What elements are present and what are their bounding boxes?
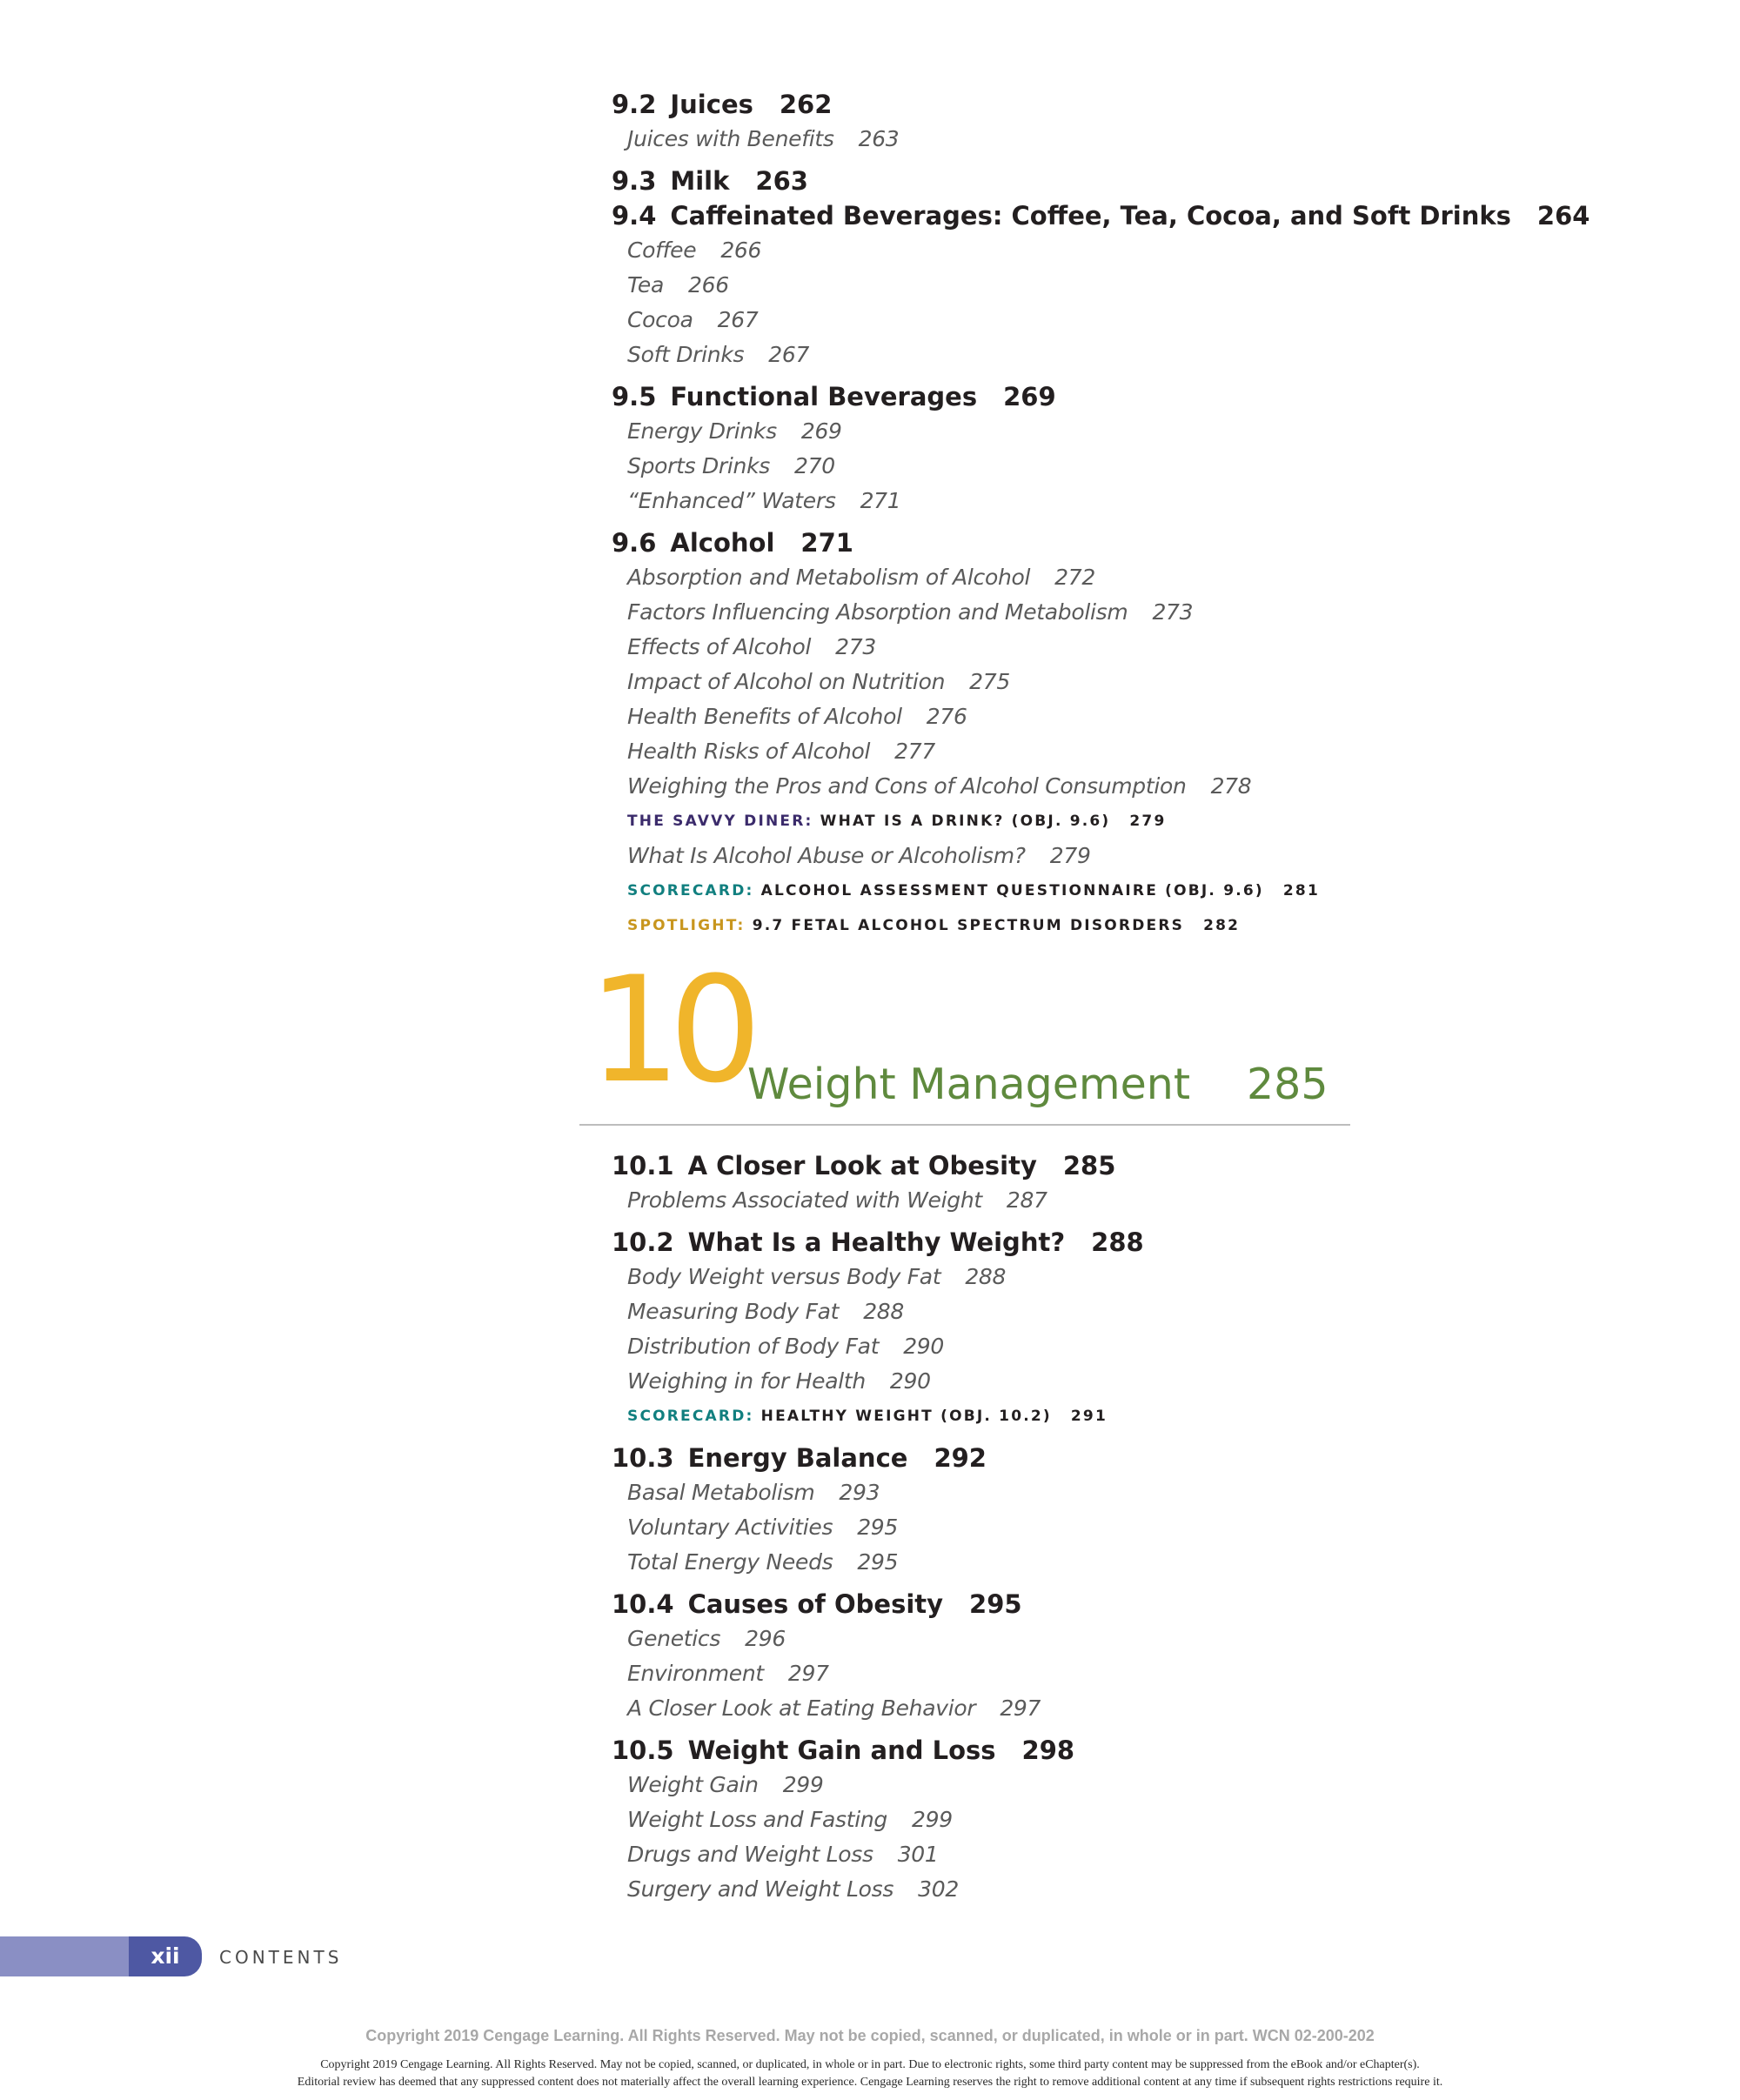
subsection-page-number: 287 — [1006, 1187, 1047, 1213]
toc-list-chapter-10 — [612, 1148, 1482, 1907]
toc-section-entry[interactable] — [612, 198, 1590, 233]
subsection-title: Genetics — [627, 1626, 721, 1651]
subsection-title: Coffee — [627, 237, 697, 263]
toc-subsection-entry[interactable] — [612, 595, 1482, 630]
toc-section-entry[interactable] — [612, 87, 1482, 122]
subsection-page-number: 266 — [720, 237, 762, 263]
chapter-divider — [579, 1124, 1350, 1126]
section-page-number: 285 — [1062, 1151, 1116, 1180]
toc-subsection-entry[interactable] — [612, 699, 1482, 734]
section-page-number: 288 — [1091, 1227, 1144, 1257]
subsection-page-number: 277 — [894, 739, 935, 764]
section-title: What Is a Healthy Weight? — [687, 1227, 1066, 1257]
subsection-page-number: 295 — [857, 1549, 899, 1575]
feature-title: WHAT IS A DRINK? (OBJ. 9.6) — [820, 813, 1111, 830]
toc-feature-entry-spot[interactable] — [612, 908, 1482, 943]
subsection-page-number: 301 — [897, 1842, 939, 1867]
section-title: Caffeinated Beverages: Coffee, Tea, Cocoa, and Soft Drinks — [670, 201, 1511, 231]
subsection-page-number: 270 — [794, 453, 835, 478]
subsection-page-number: 296 — [745, 1626, 786, 1651]
subsection-page-number: 273 — [835, 634, 876, 659]
subsection-title: Weighing the Pros and Cons of Alcohol Consumption — [627, 773, 1187, 799]
copyright-notice-line-2: Editorial review has deemed that any suppressed content does not materially affect the overall learning experience. Cengage Learning reserves the right to remove additional content at any time if subsequent rights restrictions require it. — [297, 2076, 1443, 2089]
feature-page-number: 291 — [1070, 1408, 1108, 1425]
subsection-page-number: 297 — [787, 1661, 829, 1686]
toc-section-entry[interactable] — [612, 164, 1482, 198]
feature-title: ALCOHOL ASSESSMENT QUESTIONNAIRE (OBJ. 9.6) — [760, 882, 1264, 900]
subsection-title: Absorption and Metabolism of Alcohol — [627, 565, 1031, 590]
subsection-title: Health Benefits of Alcohol — [627, 704, 902, 729]
section-title: Causes of Obesity — [687, 1589, 944, 1619]
section-number: 9.2 — [612, 90, 657, 119]
subsection-title: Juices with Benefits — [627, 126, 834, 151]
subsection-title: Tea — [627, 272, 664, 298]
section-number: 10.4 — [612, 1589, 674, 1619]
subsection-title: Effects of Alcohol — [627, 634, 812, 659]
toc-subsection-entry[interactable] — [612, 1622, 1482, 1656]
running-head: CONTENTS — [219, 1947, 343, 1968]
subsection-title: Voluntary Activities — [627, 1515, 833, 1540]
section-title: Energy Balance — [687, 1443, 908, 1473]
section-page-number: 292 — [934, 1443, 987, 1473]
subsection-page-number: 297 — [1000, 1695, 1041, 1721]
toc-section-entry[interactable] — [612, 1441, 1482, 1475]
toc-subsection-entry[interactable] — [612, 1545, 1482, 1580]
toc-subsection-entry[interactable] — [612, 630, 1482, 665]
feature-label: SCORECARD: — [627, 1408, 754, 1425]
footer-tab-stripe — [0, 1936, 146, 1976]
subsection-page-number: 302 — [918, 1876, 959, 1902]
subsection-page-number: 290 — [903, 1334, 945, 1359]
toc-subsection-entry[interactable] — [612, 665, 1482, 699]
subsection-title: Surgery and Weight Loss — [627, 1876, 894, 1902]
toc-subsection-entry[interactable] — [612, 1510, 1482, 1545]
subsection-title: Weight Gain — [627, 1772, 759, 1797]
subsection-page-number: 290 — [889, 1368, 931, 1394]
section-page-number: 262 — [779, 90, 833, 119]
subsection-title: Sports Drinks — [627, 453, 771, 478]
toc-feature-entry-savvy[interactable] — [612, 804, 1482, 839]
section-page-number: 295 — [969, 1589, 1022, 1619]
toc-section-entry[interactable] — [612, 525, 1482, 560]
toc-section-entry[interactable] — [612, 1733, 1482, 1768]
section-number: 9.3 — [612, 166, 657, 196]
feature-page-number: 279 — [1129, 813, 1167, 830]
folio-page-number: xii — [151, 1943, 180, 1969]
chapter-number: 10 — [588, 945, 750, 1115]
subsection-title: Basal Metabolism — [627, 1480, 815, 1505]
toc-section-entry[interactable] — [612, 1225, 1482, 1260]
subsection-title: Impact of Alcohol on Nutrition — [627, 669, 946, 694]
subsection-page-number: 278 — [1210, 773, 1252, 799]
toc-subsection-entry[interactable] — [612, 449, 1482, 484]
feature-page-number: 281 — [1282, 882, 1320, 900]
chapter-title[interactable]: Weight Management — [747, 1060, 1191, 1109]
subsection-page-number: 272 — [1054, 565, 1095, 590]
toc-subsection-entry[interactable] — [612, 1294, 1482, 1329]
section-page-number: 269 — [1003, 382, 1056, 411]
section-page-number: 264 — [1536, 201, 1590, 231]
subsection-title: Drugs and Weight Loss — [627, 1842, 873, 1867]
subsection-page-number: 279 — [1049, 843, 1091, 868]
subsection-title: Environment — [627, 1661, 764, 1686]
section-title: Alcohol — [670, 528, 775, 558]
subsection-title: Measuring Body Fat — [627, 1299, 840, 1324]
section-title: Juices — [670, 90, 753, 119]
subsection-page-number: 288 — [863, 1299, 905, 1324]
section-number: 9.6 — [612, 528, 657, 558]
section-title: Milk — [670, 166, 730, 196]
subsection-page-number: 267 — [717, 307, 759, 332]
subsection-title: What Is Alcohol Abuse or Alcoholism? — [627, 843, 1026, 868]
toc-subsection-entry[interactable] — [612, 839, 1482, 873]
subsection-title: “Enhanced” Waters — [627, 488, 836, 513]
section-number: 10.5 — [612, 1736, 674, 1765]
feature-label: THE SAVVY DINER: — [627, 813, 813, 830]
section-number: 9.5 — [612, 382, 657, 411]
toc-subsection-entry[interactable] — [612, 734, 1482, 769]
section-number: 10.3 — [612, 1443, 674, 1473]
subsection-title: Body Weight versus Body Fat — [627, 1264, 941, 1289]
chapter-page-number: 285 — [1247, 1060, 1328, 1109]
toc-subsection-entry[interactable] — [612, 338, 1482, 372]
subsection-title: Factors Influencing Absorption and Metabolism — [627, 599, 1128, 625]
feature-title: 9.7 FETAL ALCOHOL SPECTRUM DISORDERS — [752, 917, 1185, 934]
toc-subsection-entry[interactable] — [612, 122, 1482, 157]
feature-title: HEALTHY WEIGHT (OBJ. 10.2) — [760, 1408, 1052, 1425]
subsection-page-number: 267 — [768, 342, 810, 367]
toc-subsection-entry[interactable] — [612, 1837, 1482, 1872]
footer-tab — [0, 1936, 202, 1976]
toc-list-chapter-9 — [612, 87, 1590, 943]
chapter-header — [579, 945, 1350, 1127]
toc-subsection-entry[interactable] — [612, 484, 1482, 518]
toc-subsection-entry[interactable] — [612, 414, 1482, 449]
toc-subsection-entry[interactable] — [612, 303, 1482, 338]
subsection-page-number: 276 — [926, 704, 967, 729]
toc-subsection-entry[interactable] — [612, 1802, 1482, 1837]
toc-subsection-entry[interactable] — [612, 1183, 1482, 1218]
subsection-page-number: 295 — [857, 1515, 899, 1540]
copyright-notice-line-1: Copyright 2019 Cengage Learning. All Rights Reserved. May not be copied, scanned, or duplicated, in whole or in part. Due to electronic rights, some third party content may be suppressed from the eBook and/or eChapter(s). — [320, 2058, 1420, 2071]
section-page-number: 263 — [755, 166, 808, 196]
toc-feature-entry-score[interactable] — [612, 873, 1482, 908]
copyright-notice-watermark: Copyright 2019 Cengage Learning. All Rights Reserved. May not be copied, scanned, or duplicated, in whole or in part. WCN 02-200-202 — [365, 2027, 1375, 2044]
toc-section-entry[interactable] — [612, 379, 1482, 414]
subsection-page-number: 288 — [965, 1264, 1007, 1289]
toc-section-entry[interactable] — [612, 1587, 1482, 1622]
toc-subsection-entry[interactable] — [612, 769, 1482, 804]
subsection-page-number: 263 — [858, 126, 900, 151]
feature-page-number: 282 — [1203, 917, 1241, 934]
toc-subsection-entry[interactable] — [612, 1364, 1482, 1399]
subsection-title: Health Risks of Alcohol — [627, 739, 871, 764]
section-number: 10.1 — [612, 1151, 674, 1180]
section-page-number: 298 — [1021, 1736, 1075, 1765]
section-title: A Closer Look at Obesity — [687, 1151, 1037, 1180]
section-page-number: 271 — [800, 528, 853, 558]
subsection-page-number: 273 — [1152, 599, 1194, 625]
feature-label: SCORECARD: — [627, 882, 754, 900]
subsection-page-number: 299 — [782, 1772, 824, 1797]
toc-subsection-entry[interactable] — [612, 1475, 1482, 1510]
subsection-page-number: 269 — [800, 418, 842, 444]
section-number: 9.4 — [612, 201, 657, 231]
subsection-title: Weighing in for Health — [627, 1368, 866, 1394]
toc-subsection-entry[interactable] — [612, 1872, 1482, 1907]
toc-subsection-entry[interactable] — [612, 268, 1482, 303]
toc-subsection-entry[interactable] — [612, 1768, 1482, 1802]
subsection-page-number: 271 — [860, 488, 901, 513]
subsection-page-number: 293 — [839, 1480, 880, 1505]
section-title: Weight Gain and Loss — [687, 1736, 996, 1765]
feature-label: SPOTLIGHT: — [627, 917, 746, 934]
subsection-title: Distribution of Body Fat — [627, 1334, 880, 1359]
section-number: 10.2 — [612, 1227, 674, 1257]
toc-feature-entry-score[interactable] — [612, 1399, 1482, 1434]
subsection-title: Weight Loss and Fasting — [627, 1807, 887, 1832]
toc-subsection-entry[interactable] — [612, 560, 1482, 595]
toc-subsection-entry[interactable] — [612, 1691, 1482, 1726]
subsection-title: Energy Drinks — [627, 418, 777, 444]
subsection-page-number: 275 — [969, 669, 1010, 694]
subsection-title: Cocoa — [627, 307, 693, 332]
subsection-title: A Closer Look at Eating Behavior — [627, 1695, 976, 1721]
toc-subsection-entry[interactable] — [612, 233, 1482, 268]
subsection-page-number: 299 — [912, 1807, 953, 1832]
subsection-page-number: 266 — [687, 272, 729, 298]
subsection-title: Soft Drinks — [627, 342, 745, 367]
subsection-title: Total Energy Needs — [627, 1549, 833, 1575]
toc-section-entry[interactable] — [612, 1148, 1482, 1183]
section-title: Functional Beverages — [670, 382, 978, 411]
subsection-title: Problems Associated with Weight — [627, 1187, 982, 1213]
toc-subsection-entry[interactable] — [612, 1329, 1482, 1364]
toc-subsection-entry[interactable] — [612, 1260, 1482, 1294]
toc-subsection-entry[interactable] — [612, 1656, 1482, 1691]
